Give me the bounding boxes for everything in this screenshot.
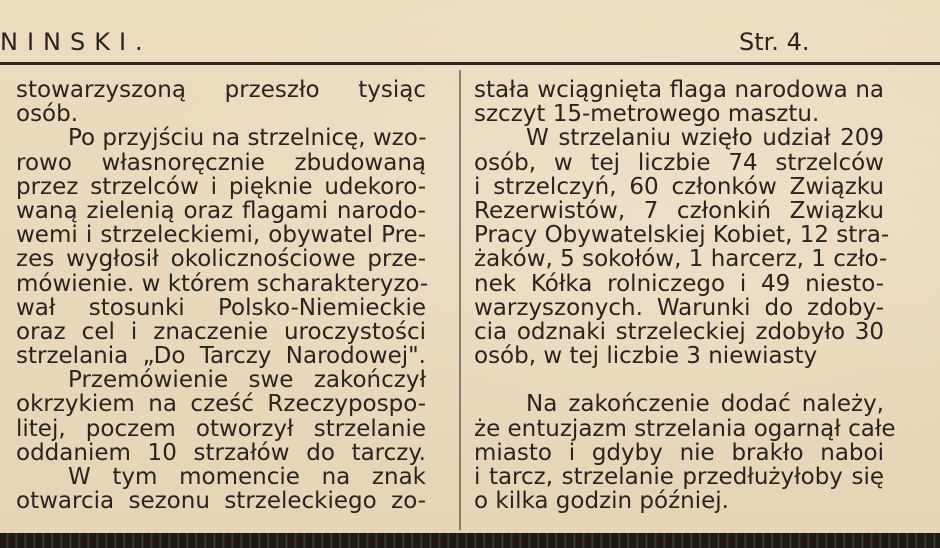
- text-line: Na zakończenie dodać należy,: [526, 391, 884, 418]
- text-line: waną zielenią oraz flagami narodo-: [16, 197, 426, 224]
- text-line: rowo własnoręcznie zbudowaną: [16, 149, 426, 176]
- text-line: Pracy Obywatelskiej Kobiet, 12 stra-: [474, 222, 890, 249]
- text-line: Po przyjściu na strzelnicę, wzo-: [68, 125, 427, 152]
- text-line: stała wciągnięta flaga narodowa na: [474, 77, 884, 103]
- text-line: Rezerwistów, 7 członkiń Związku: [474, 197, 884, 224]
- text-line: zes wygłosił okolicznościowe prze-: [16, 246, 426, 273]
- text-line: okrzykiem na cześć Rzeczypospo-: [16, 391, 426, 418]
- text-line: osób, w tej liczbie 74 strzelców: [474, 149, 884, 176]
- text-line: osób.: [16, 101, 79, 128]
- right-column: [474, 77, 896, 515]
- text-line: żaków, 5 sokołów, 1 harcerz, 1 czło-: [474, 246, 888, 273]
- text-line: W strzelaniu wzięło udział 209: [526, 125, 884, 152]
- footer-rule: [0, 533, 940, 548]
- text-line: że entuzjazm strzelania ogarnął całe: [474, 415, 896, 442]
- text-line: stowarzyszoną przeszło tysiąc: [16, 77, 426, 103]
- text-line: otwarcia sezonu strzeleckiego zo-: [16, 488, 426, 515]
- text-line: wemi i strzeleckiemi, obywatel Pre-: [16, 222, 426, 249]
- left-column: [16, 77, 429, 515]
- page-number: Str. 4.: [739, 28, 810, 56]
- text-line: Przemówienie swe zakończył: [68, 367, 426, 394]
- text-line: nek Kółka rolniczego i 49 niesto-: [474, 270, 884, 297]
- text-line: oraz cel i znaczenie uroczystości: [16, 318, 426, 345]
- column-divider: [459, 70, 461, 530]
- text-line: litej, poczem otworzył strzelanie: [16, 415, 426, 442]
- text-line: przez strzelców i pięknie udekoro-: [16, 173, 426, 200]
- text-line: W tym momencie na znak: [68, 464, 426, 490]
- page-header-title: NINSKI.: [0, 28, 152, 56]
- text-line: i tarcz, strzelanie przedłużyłoby się: [474, 464, 884, 490]
- text-line: szczyt 15-metrowego masztu.: [474, 101, 820, 128]
- text-line: osób, w tej liczbie 3 niewiasty: [474, 343, 818, 370]
- text-line: miasto i gdyby nie brakło naboi: [474, 439, 884, 466]
- text-line: oddaniem 10 strzałów do tarczy.: [16, 439, 426, 466]
- text-line: [474, 368, 884, 392]
- text-line: mówienie. w którem scharakteryzo-: [16, 270, 429, 297]
- header-rule: [0, 62, 940, 65]
- text-line: cia odznaki strzeleckiej zdobyło 30: [474, 318, 884, 345]
- text-line: i strzelczyń, 60 członków Związku: [474, 173, 884, 200]
- text-line: strzelania „Do Tarczy Narodowej".: [16, 343, 426, 370]
- text-line: wał stosunki Polsko-Niemieckie: [16, 294, 426, 321]
- text-line: warzyszonych. Warunki do zdoby-: [474, 294, 884, 321]
- text-line: o kilka godzin później.: [474, 488, 729, 515]
